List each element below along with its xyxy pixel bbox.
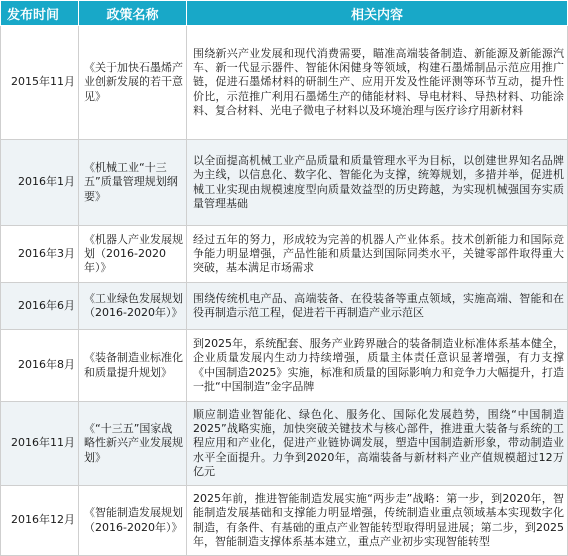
policy-content: 以全面提高机械工业产品质量和质量管理水平为目标，以创建世界知名品牌为主线，以信息化、数字化、智能化为支撑，统筹规划，多措并举，促进机械工业实现由规模速度型向质量效益型的历史跨越，为实现机械强国夯实质量管理基础 [187, 140, 568, 226]
policy-content: 经过五年的努力，形成较为完善的机器人产业体系。技术创新能力和国际竞争能力明显增强，产品性能和质量达到国际同类水平，关键零部件取得重大突破，基本满足市场需求 [187, 226, 568, 283]
table-row [1, 226, 568, 283]
policy-content: 2025年前，推进智能制造发展实施“两步走”战略：第一步，到2020年，智能制造发展基础和支撑能力明显增强，传统制造业重点领域基本实现数字化制造，有条件、有基础的重点产业智能转型取得明显进展；第二步，到2025年，智能制造支撑体系基本建立，重点产业初步实现智能转型 [187, 486, 568, 556]
header-policy-name: 政策名称 [79, 1, 187, 26]
policy-content: 围绕新兴产业发展和现代消费需要，瞄准高端装备制造、新能源及新能源汽车、新一代显示器件、智能休闲健身等领域，构建石墨烯制品示范应用推广链，促进石墨烯材料的研制生产、应用开发及性能评测等环节互动，提升性价比，示范推广利用石墨烯生产的储能材料、导电材料、导热材料、功能涂料、复合材料、光电子微电子材料以及环境治理与医疗诊疗用新材料 [187, 26, 568, 140]
policy-name: 《装备制造业标准化和质量提升规划》 [79, 330, 187, 402]
release-date: 2016年11月 [1, 402, 79, 486]
policy-name: 《工业绿色发展规划（2016-2020年）》 [79, 283, 187, 330]
table-row [1, 402, 568, 486]
policy-name: 《机器人产业发展规划（2016-2020年）》 [79, 226, 187, 283]
release-date: 2016年6月 [1, 283, 79, 330]
policy-name: 《智能制造发展规划（2016-2020年）》 [79, 486, 187, 556]
table-row [1, 283, 568, 330]
policy-content: 围绕传统机电产品、高端装备、在役装备等重点领域，实施高端、智能和在役再制造示范工程，促进若干再制造产业示范区 [187, 283, 568, 330]
release-date: 2016年1月 [1, 140, 79, 226]
release-date: 2015年11月 [1, 26, 79, 140]
table-body [1, 26, 568, 556]
header-content: 相关内容 [187, 1, 568, 26]
policy-content: 到2025年，系统配套、服务产业跨界融合的装备制造业标准体系基本健全，企业质量发展内生动力持续增强，质量主体责任意识显著增强，有力支撑《中国制造2025》实施，标准和质量的国际影响力和竞争力大幅提升，打造一批“中国制造”金字品牌 [187, 330, 568, 402]
policy-content: 顺应制造业智能化、绿色化、服务化、国际化发展趋势，围绕“中国制造2025”战略实施，加快突破关键技术与核心部件，推进重大装备与系统的工程应用和产业化，促进产业链协调发展，塑造中国制造新形象，带动制造业水平全面提升。力争到2020年，高端装备与新材料产业产值规模超过12万亿元 [187, 402, 568, 486]
release-date: 2016年3月 [1, 226, 79, 283]
table-row [1, 26, 568, 140]
policy-name: 《关于加快石墨烯产业创新发展的若干意见》 [79, 26, 187, 140]
release-date: 2016年8月 [1, 330, 79, 402]
release-date: 2016年12月 [1, 486, 79, 556]
table-row [1, 330, 568, 402]
header-date: 发布时间 [1, 1, 79, 26]
policy-name: 《“十三五”国家战略性新兴产业发展规划》 [79, 402, 187, 486]
table-row [1, 140, 568, 226]
table-row [1, 486, 568, 556]
table-header [1, 1, 568, 26]
policy-name: 《机械工业“十三五”质量管理规划纲要》 [79, 140, 187, 226]
